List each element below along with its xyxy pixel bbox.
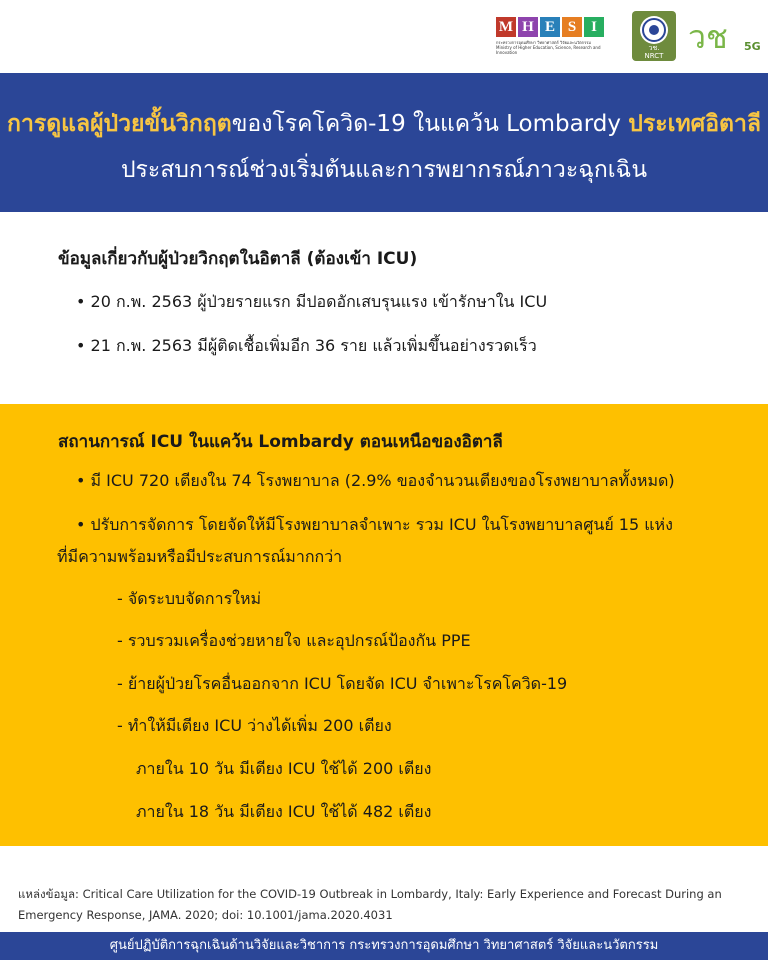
section2-bullet-2-line-1: • ปรับการจัดการ โดยจัดให้มีโรงพยาบาลจำเพาะ รวม ICU ในโรงพยาบาลศูนย์ 15 แห่ง [76,515,673,534]
mhesi-letter-tile: S [562,17,582,37]
section1-bullet-1: • 20 ก.พ. 2563 ผู้ป่วยรายแรก มีปอดอักเสบรุนแรง เข้ารักษาใน ICU [76,292,548,311]
mhesi-letter-tile: H [518,17,538,37]
nrct-th-text: วช. [648,44,660,52]
nrct-label: NRCT [644,52,664,60]
sub-item: ภายใน 18 วัน มีเตียง ICU ใช้ได้ 482 เตียง [136,802,432,821]
section-critical-patients [0,212,768,404]
section-icu-situation [0,404,768,846]
mhesi-letter-tile: I [584,17,604,37]
section1-bullet-2: • 21 ก.พ. 2563 มีผู้ติดเชื้อเพิ่มอีก 36 ราย แล้วเพิ่มขึ้นอย่างรวดเร็ว [76,336,537,355]
mhesi-subtitle [496,40,622,55]
dash-item: - จัดระบบจัดการใหม่ [117,589,262,608]
header-logos [496,8,762,64]
footer-banner: ศูนย์ปฏิบัติการฉุกเฉินด้านวิจัยและวิชาการ กระทรวงการอุดมศึกษา วิทยาศาสตร์ วิจัยและนวัตกรรม [0,932,768,960]
page-title [0,106,768,142]
mhesi-logo [496,17,622,55]
dash-item: - ย้ายผู้ป่วยโรคอื่นออกจาก ICU โดยจัด ICU จำเพาะโรคโควิด-19 [117,674,568,693]
mhesi-subtitle-th: กระทรวงการอุดมศึกษา วิทยาศาสตร์ วิจัยและนวัตกรรม [496,40,592,45]
sub-item: ภายใน 10 วัน มีเตียง ICU ใช้ได้ 200 เตียง [136,759,432,778]
vch-text: วช [688,18,728,56]
dash-item: - รวบรวมเครื่องช่วยหายใจ และอุปกรณ์ป้องกัน PPE [117,631,471,650]
title-middle: ของโรคโควิด-19 ในแคว้น Lombardy [231,111,629,137]
vch-5g-logo [686,14,762,58]
page-subtitle: ประสบการณ์ช่วงเริ่มต้นและการพยากรณ์ภาวะฉุกเฉิน [120,157,648,183]
mhesi-letters [496,17,604,37]
mhesi-subtitle-en: Ministry of Higher Education, Science, Research and Innovation [496,45,601,55]
mhesi-letter-tile: M [496,17,516,37]
mhesi-letter-tile: E [540,17,560,37]
source-citation: แหล่งข้อมูล: Critical Care Utilization for the COVID-19 Outbreak in Lombardy, Italy: Early Experience and Forecast During an Emergency Response, JAMA. 2020; doi: 10.1001/jama.2020.4031 [18,887,722,922]
vch-5g-text: 5G [744,40,761,53]
section1-heading: ข้อมูลเกี่ยวกับผู้ป่วยวิกฤตในอิตาลี (ต้องเข้า ICU) [58,249,418,269]
nrct-logo [632,11,676,61]
section2-bullet-1: • มี ICU 720 เตียงใน 74 โรงพยาบาล (2.9% ของจำนวนเตียงของโรงพยาบาลทั้งหมด) [76,471,675,490]
title-highlight-1: การดูแลผู้ป่วยขั้นวิกฤต [7,111,232,137]
dash-item: - ทำให้มีเตียง ICU ว่างได้เพิ่ม 200 เตียง [117,716,392,735]
section2-heading: สถานการณ์ ICU ในแคว้น Lombardy ตอนเหนือของอิตาลี [58,432,503,452]
section2-bullet-2-line-2: ที่มีความพร้อมหรือมีประสบการณ์มากกว่า [57,547,343,566]
title-highlight-2: ประเทศอิตาลี [628,111,761,137]
title-banner [0,73,768,212]
